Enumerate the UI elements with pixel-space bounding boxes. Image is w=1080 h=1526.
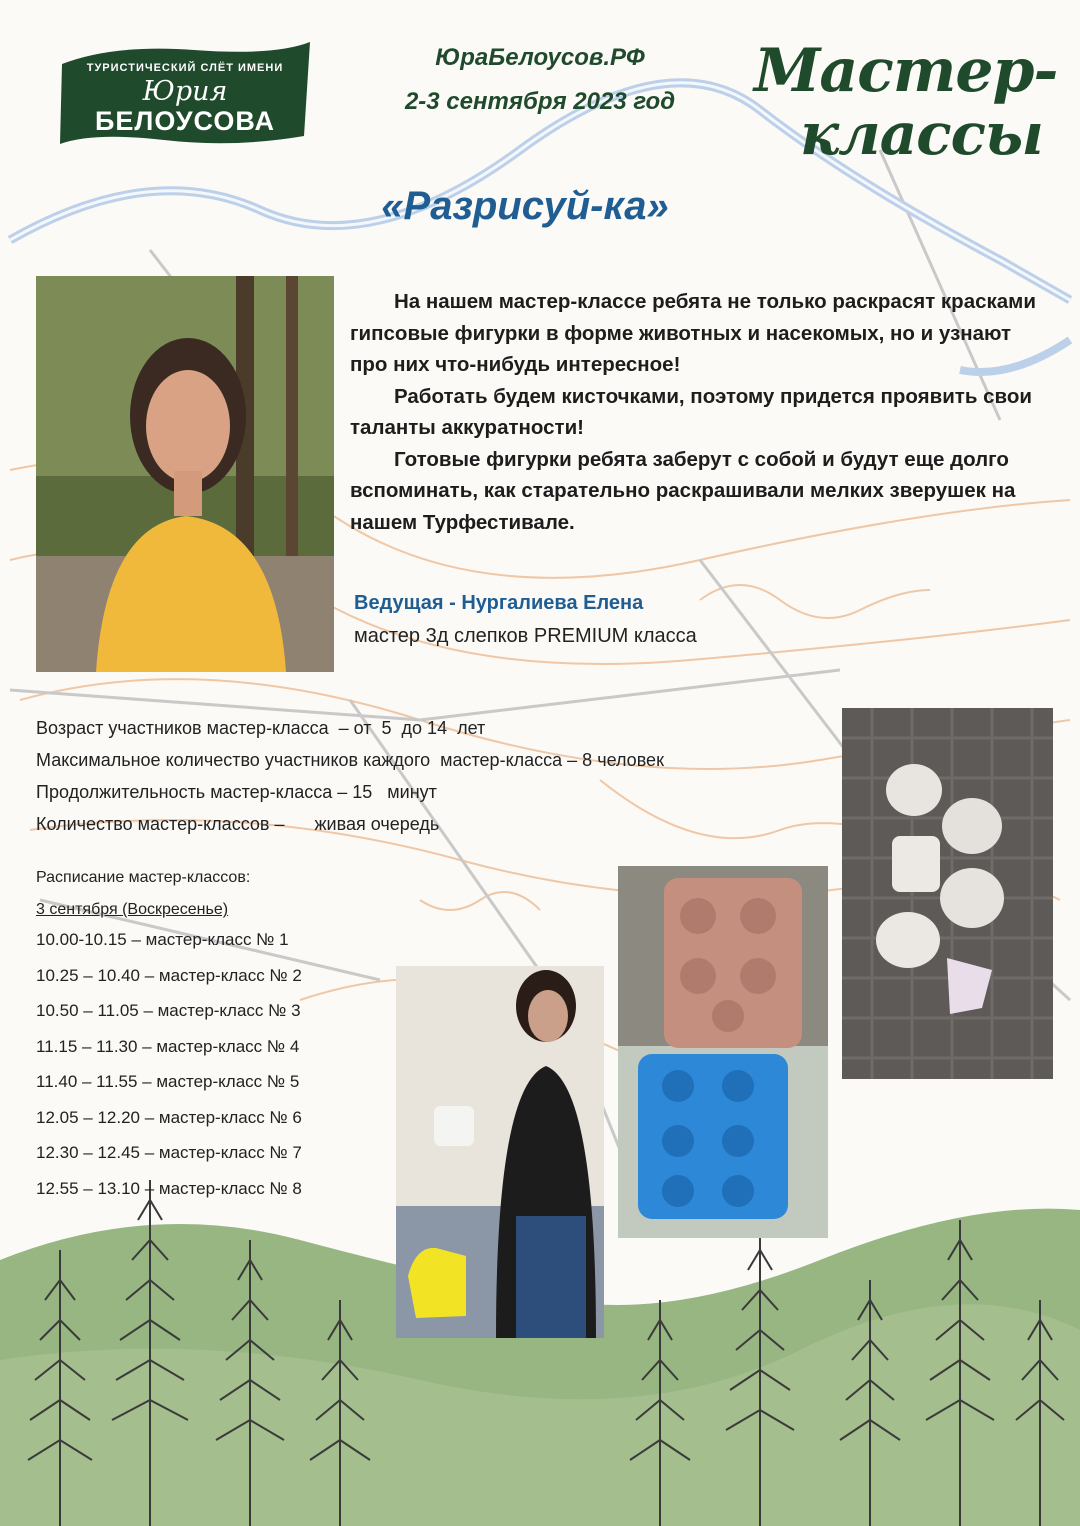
master-classes-brand <box>740 30 1058 170</box>
schedule-item: 10.00-10.15 – мастер-класс № 1 <box>36 930 289 949</box>
pouring-photo <box>396 966 604 1338</box>
logo-line2: Юрия <box>142 76 228 107</box>
intro-paragraph-2: Работать будем кисточками, поэтому придется проявить свои таланты аккуратности! <box>350 384 1033 439</box>
festival-logo <box>54 36 316 152</box>
schedule-list <box>36 926 302 1210</box>
info-max-participants: Максимальное количество участников каждого мастер-класса – 8 человек <box>36 750 664 770</box>
site-url: ЮраБелоусов.РФ <box>435 44 645 71</box>
info-age: Возраст участников мастер-класса – от 5 до 14 лет <box>36 718 486 738</box>
host-photo <box>36 276 334 672</box>
info-count: Количество мастер-классов – живая очередь <box>36 814 440 834</box>
figurines-photo-image <box>842 708 1053 1079</box>
host-photo-image <box>36 276 334 672</box>
schedule-day: 3 сентября (Воскресенье) <box>36 901 229 918</box>
logo-line3: БЕЛОУСОВА <box>95 106 275 136</box>
molds-photo <box>618 866 828 1238</box>
intro-text <box>350 286 1050 538</box>
intro-paragraph-3: Готовые фигурки ребята заберут с собой и будут еще долго вспоминать, как старательно раскрашивали мелких зверушек на нашем Турфестивале. <box>350 447 1016 534</box>
brand-line2: классы <box>800 100 1043 168</box>
host-role: мастер 3д слепков PREMIUM класса <box>354 625 697 647</box>
schedule-header <box>36 862 250 926</box>
info-list <box>36 712 836 840</box>
schedule-item: 12.05 – 12.20 – мастер-класс № 6 <box>36 1107 302 1127</box>
molds-photo-image <box>618 866 828 1238</box>
event-dates: 2-3 сентября 2023 год <box>404 88 676 115</box>
brand-line1: Мастер- <box>754 36 1058 106</box>
host-name: Ведущая - Нургалиева Елена <box>354 592 644 614</box>
schedule-heading: Расписание мастер-классов: <box>36 869 251 886</box>
schedule-item: 10.50 – 11.05 – мастер-класс № 3 <box>36 1001 301 1020</box>
schedule-item: 11.40 – 11.55 – мастер-класс № 5 <box>36 1072 300 1091</box>
schedule-item: 10.25 – 10.40 – мастер-класс № 2 <box>36 965 302 985</box>
schedule-item: 12.30 – 12.45 – мастер-класс № 7 <box>36 1143 302 1162</box>
info-duration: Продолжительность мастер-класса – 15 минут <box>36 782 437 802</box>
pouring-photo-image <box>396 966 604 1338</box>
schedule-item: 12.55 – 13.10 – мастер-класс № 8 <box>36 1178 302 1198</box>
figurines-photo <box>842 708 1053 1079</box>
schedule-item: 11.15 – 11.30 – мастер-класс № 4 <box>36 1036 300 1056</box>
logo-line1: ТУРИСТИЧЕСКИЙ СЛЁТ ИМЕНИ <box>86 62 284 74</box>
intro-paragraph-1: На нашем мастер-классе ребята не только раскрасят красками гипсовые фигурки в форме животных и насекомых, но и узнают про них что-нибудь интересное! <box>350 290 1036 376</box>
page-title: «Разрисуй-ка» <box>381 184 669 228</box>
